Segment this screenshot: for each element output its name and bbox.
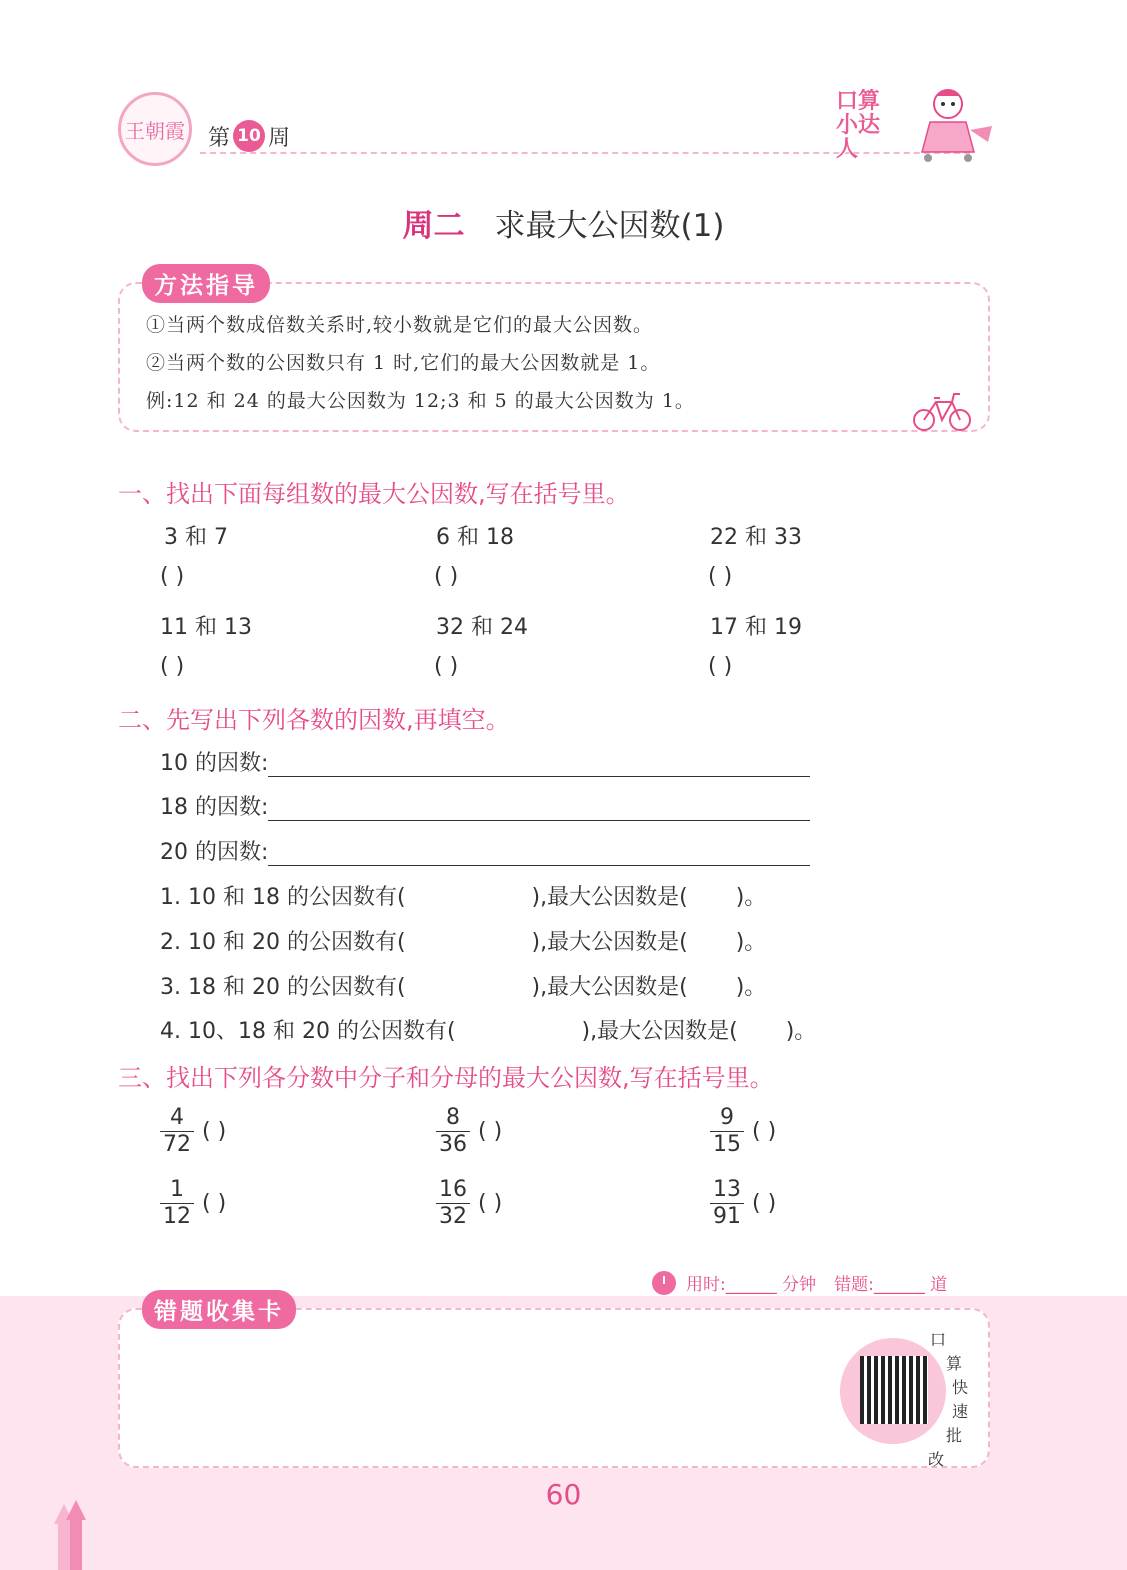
arrow-decoration-icon [54,1500,88,1570]
section-3-title: 三、找出下列各分数中分子和分母的最大公因数,写在括号里。 [118,1064,774,1092]
pair-item: 3 和 7 [164,525,228,550]
answer-paren[interactable]: ( ) [160,654,185,679]
fraction: $\frac{9}{15}$ [710,1106,744,1157]
publisher-logo [118,92,192,166]
fraction: $\frac{13}{91}$ [710,1178,744,1229]
section-2-title: 二、先写出下列各数的因数,再填空。 [118,706,510,734]
pair-item: 32 和 24 [436,615,528,640]
factor-row [160,790,810,821]
question-4: 4. 10、18 和 20 的公因数有( ),最大公因数是( )。 [160,1019,817,1044]
fraction-item [436,1178,502,1229]
section-1-title: 一、找出下面每组数的最大公因数,写在括号里。 [118,480,630,508]
qr-code-icon[interactable] [860,1356,928,1424]
answer-paren[interactable]: ( ) [478,1119,503,1144]
brand-logo: 口算小达人 [836,89,881,162]
method-line-2: ②当两个数的公因数只有 1 时,它们的最大公因数就是 1。 [146,352,661,374]
fraction-item [160,1178,226,1229]
page-title [0,200,1127,245]
answer-paren[interactable]: ( ) [708,654,733,679]
time-error-row [652,1270,947,1295]
method-line-1: ①当两个数成倍数关系时,较小数就是它们的最大公因数。 [146,314,654,336]
time-label: 用时:______ 分钟 [686,1275,817,1295]
factor-row [160,746,810,777]
answer-paren[interactable]: ( ) [434,654,459,679]
stopwatch-icon [652,1271,676,1295]
fraction: $\frac{1}{12}$ [160,1178,194,1229]
fraction: $\frac{4}{72}$ [160,1106,194,1157]
week-prefix: 第 [208,125,231,151]
pair-item: 11 和 13 [160,615,252,640]
answer-paren[interactable]: ( ) [202,1119,227,1144]
qr-caption: 口 算 快 速 批 改 [928,1330,969,1469]
answer-paren[interactable]: ( ) [160,564,185,589]
fraction-item [436,1106,502,1157]
answer-paren[interactable]: ( ) [752,1119,777,1144]
title-day: 周二 [402,208,465,244]
factor-label: 20 的因数: [160,840,269,865]
answer-paren[interactable]: ( ) [434,564,459,589]
answer-line[interactable] [268,843,810,866]
pair-item: 6 和 18 [436,525,514,550]
answer-paren[interactable]: ( ) [202,1191,227,1216]
answer-paren[interactable]: ( ) [478,1191,503,1216]
logo-text: 王朝霞 [125,118,185,143]
factor-row [160,835,810,866]
fraction-item [160,1106,226,1157]
mascot-illustration-icon [908,82,998,166]
answer-line[interactable] [268,798,810,821]
factor-label: 18 的因数: [160,795,269,820]
fraction-item [710,1106,776,1157]
error-card-tag: 错题收集卡 [142,1290,296,1329]
title-topic: 求最大公因数(1) [494,208,725,244]
question-3: 3. 18 和 20 的公因数有( ),最大公因数是( )。 [160,975,767,1000]
fraction: $\frac{16}{32}$ [436,1178,470,1229]
week-number-badge: 10 [233,120,265,152]
week-suffix: 周 [268,125,291,151]
week-label [208,120,290,152]
answer-paren[interactable]: ( ) [708,564,733,589]
method-example: 例:12 和 24 的最大公因数为 12;3 和 5 的最大公因数为 1。 [146,390,695,412]
error-count-label: 错题:______ 道 [834,1275,948,1295]
pair-item: 22 和 33 [710,525,802,550]
fraction: $\frac{8}{36}$ [436,1106,470,1157]
question-2: 2. 10 和 20 的公因数有( ),最大公因数是( )。 [160,930,767,955]
question-1: 1. 10 和 18 的公因数有( ),最大公因数是( )。 [160,885,767,910]
answer-paren[interactable]: ( ) [752,1191,777,1216]
bicycle-icon [912,390,972,432]
pair-item: 17 和 19 [710,615,802,640]
fraction-item [710,1178,776,1229]
factor-label: 10 的因数: [160,751,269,776]
method-tag: 方法指导 [142,264,270,303]
answer-line[interactable] [268,754,810,777]
page-number: 60 [545,1478,582,1511]
